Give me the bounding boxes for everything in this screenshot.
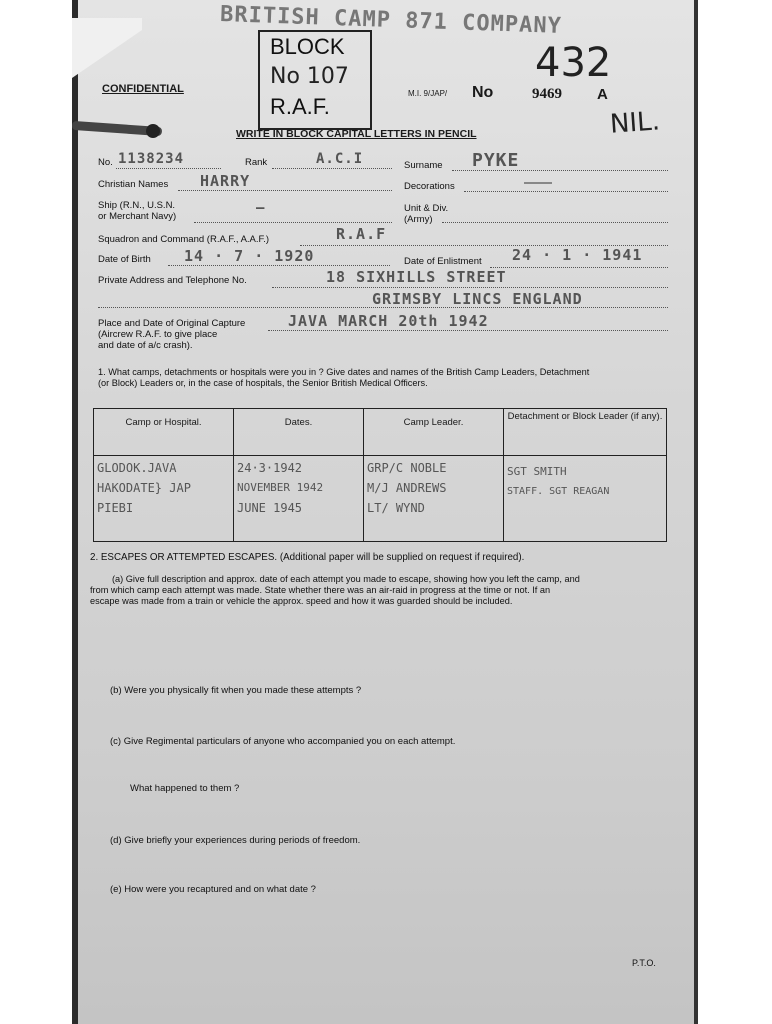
squadron-label: Squadron and Command (R.A.F., A.A.F.) bbox=[98, 234, 270, 245]
detachment-cell bbox=[504, 456, 667, 542]
q2d-text: (d) Give briefly your experiences during periods of freedom. bbox=[110, 835, 361, 846]
leader-cell bbox=[364, 456, 504, 542]
punch-hole bbox=[146, 124, 160, 138]
address-line-2: GRIMSBY LINCS ENGLAND bbox=[372, 290, 583, 308]
table-cell: NOVEMBER 1942 bbox=[237, 481, 324, 494]
decorations-dash bbox=[524, 182, 552, 184]
pto-label: P.T.O. bbox=[632, 958, 656, 968]
mi-ref: M.I. 9/JAP/ bbox=[408, 89, 448, 98]
rank-label: Rank bbox=[245, 157, 268, 168]
table-cell: PIEBI bbox=[97, 501, 134, 515]
no-value: 1138234 bbox=[118, 151, 185, 167]
capture-label: Place and Date of Original Capture (Aircrew R.A.F. to give place and date of a/c crash). bbox=[98, 318, 246, 351]
q1-text-line-1: 1. What camps, detachments or hospitals were you in ? Give dates and names of the British Camp Leaders, Detachment bbox=[98, 367, 590, 377]
confidential-label: CONFIDENTIAL bbox=[102, 83, 184, 95]
rank-value: A.C.I bbox=[316, 151, 364, 167]
table-cell: GLODOK.JAVA bbox=[97, 461, 177, 475]
instruction-heading: WRITE IN BLOCK CAPITAL LETTERS IN PENCIL bbox=[236, 128, 477, 140]
handwritten-number: 432 bbox=[535, 40, 612, 86]
dob-value: 14 · 7 · 1920 bbox=[184, 247, 315, 265]
q2-heading: 2. ESCAPES OR ATTEMPTED ESCAPES. (Additional paper will be supplied on request if required). bbox=[90, 552, 525, 563]
surname-value: PYKE bbox=[472, 150, 520, 171]
camp-cell bbox=[94, 456, 234, 542]
col-header-leader: Camp Leader. bbox=[364, 409, 504, 456]
form-suffix: A bbox=[597, 86, 608, 103]
camps-table bbox=[93, 408, 667, 542]
table-cell: SGT SMITH bbox=[507, 465, 567, 478]
table-cell: JUNE 1945 bbox=[237, 501, 303, 515]
q2a-line-1: (a) Give full description and approx. date of each attempt you made to escape, showing how you left the camp, and bbox=[112, 574, 580, 584]
number-label: No bbox=[472, 84, 494, 101]
block-stamp bbox=[258, 30, 372, 130]
q1-text-line-2: (or Block) Leaders or, in the case of hospitals, the Senior British Medical Officers. bbox=[98, 378, 428, 388]
stamp-line-raf: R.A.F. bbox=[270, 94, 330, 119]
q2a-line-2: from which camp each attempt was made. State whether there was an air-raid in progress at the time or not. If an bbox=[90, 585, 551, 595]
ship-label: Ship (R.N., U.S.N. or Merchant Navy) bbox=[98, 200, 177, 222]
form-number: 9469 bbox=[532, 86, 562, 102]
dob-label: Date of Birth bbox=[98, 254, 151, 265]
surname-label: Surname bbox=[404, 160, 443, 171]
col-header-dates: Dates. bbox=[234, 409, 364, 456]
table-cell: 24·3·1942 bbox=[237, 461, 303, 475]
stamp-line-block: BLOCK bbox=[270, 34, 345, 59]
enlistment-value: 24 · 1 · 1941 bbox=[512, 246, 643, 264]
q2c-followup: What happened to them ? bbox=[130, 783, 240, 794]
squadron-value: R.A.F bbox=[336, 225, 387, 243]
top-handwriting: BRITISH CAMP 871 COMPANY bbox=[219, 2, 563, 39]
nil-mark: NIL. bbox=[609, 106, 661, 140]
torn-corner bbox=[72, 18, 142, 78]
address-line-1: 18 SIXHILLS STREET bbox=[326, 268, 507, 286]
q2a-line-3: escape was made from a train or vehicle the approx. speed and how it was guarded should be included. bbox=[90, 596, 513, 606]
capture-value: JAVA MARCH 20th 1942 bbox=[288, 312, 489, 330]
no-label: No. bbox=[98, 157, 113, 168]
col-header-detachment: Detachment or Block Leader (if any). bbox=[504, 409, 667, 456]
decorations-label: Decorations bbox=[404, 181, 455, 192]
col-header-camp: Camp or Hospital. bbox=[94, 409, 234, 456]
address-label: Private Address and Telephone No. bbox=[98, 275, 247, 286]
stamp-line-number: No 107 bbox=[270, 64, 349, 89]
christian-names-value: HARRY bbox=[200, 172, 251, 190]
q2e-text: (e) How were you recaptured and on what date ? bbox=[110, 884, 316, 895]
table-header-row bbox=[94, 409, 667, 456]
table-cell: LT/ WYND bbox=[367, 501, 425, 515]
dates-cell bbox=[234, 456, 364, 542]
ship-value: — bbox=[256, 200, 266, 216]
q2b-text: (b) Were you physically fit when you made these attempts ? bbox=[110, 685, 362, 696]
unit-label: Unit & Div. (Army) bbox=[404, 203, 449, 225]
table-cell: M/J ANDREWS bbox=[367, 481, 447, 495]
q2c-text: (c) Give Regimental particulars of anyone who accompanied you on each attempt. bbox=[110, 736, 456, 747]
table-cell: GRP/C NOBLE bbox=[367, 461, 447, 475]
enlistment-label: Date of Enlistment bbox=[404, 256, 482, 267]
table-body-row bbox=[94, 456, 667, 542]
christian-names-label: Christian Names bbox=[98, 179, 169, 190]
table-cell: HAKODATE} JAP bbox=[97, 481, 191, 495]
table-cell: STAFF. SGT REAGAN bbox=[507, 486, 610, 497]
